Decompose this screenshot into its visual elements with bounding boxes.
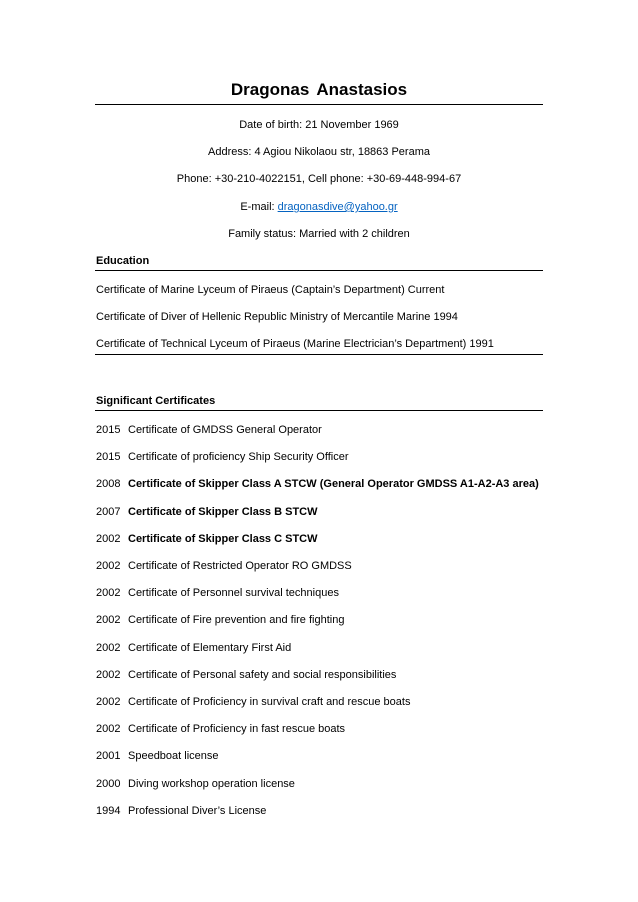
email-link[interactable]: dragonasdive@yahoo.gr — [277, 201, 398, 213]
applicant-name: Dragonas Anastasios — [230, 80, 408, 99]
certificate-row — [96, 559, 352, 573]
certificate-row — [96, 804, 266, 818]
education-item: Certificate of Diver of Hellenic Republic Ministry of Mercantile Marine 1994 — [96, 311, 458, 323]
certificate-name: Certificate of GMDSS General Operator — [128, 424, 322, 436]
certificate-name: Professional Diver’s License — [128, 804, 267, 817]
certificate-year: 2001 — [96, 750, 121, 763]
certificate-year: 2007 — [96, 505, 121, 518]
certificate-year: 2000 — [96, 777, 121, 790]
certificate-year: 2002 — [96, 614, 121, 627]
certificate-row — [96, 532, 318, 546]
certificate-year: 1994 — [96, 804, 121, 817]
certificate-name: Certificate of Personal safety and social responsibilities — [128, 668, 397, 681]
family-status: Family status: Married with 2 children — [228, 228, 410, 240]
certificate-year: 2002 — [96, 532, 121, 545]
certificate-year: 2015 — [96, 451, 121, 464]
education-item: Certificate of Technical Lyceum of Piraeus (Marine Electrician’s Department) 1991 — [96, 338, 494, 350]
email-line — [95, 200, 543, 214]
name-underline — [95, 104, 543, 105]
certificate-row — [96, 450, 349, 464]
certificate-row — [96, 477, 539, 491]
certificate-name: Diving workshop operation license — [128, 777, 295, 790]
certificate-row — [96, 505, 318, 519]
certificate-row — [96, 641, 291, 655]
education-item: Certificate of Marine Lyceum of Piraeus (Captain’s Department) Current — [96, 284, 445, 296]
certificate-name: Certificate of Fire prevention and fire fighting — [128, 614, 345, 627]
certificate-row — [96, 749, 219, 763]
certificate-year: 2008 — [96, 478, 121, 491]
certificate-row — [96, 423, 322, 437]
certificate-year: 2015 — [96, 424, 121, 436]
date-of-birth: Date of birth: 21 November 1969 — [239, 119, 399, 131]
certificates-title-rule — [95, 410, 543, 411]
certificate-year: 2002 — [96, 668, 121, 681]
certificate-row — [96, 695, 410, 709]
certificate-year: 2002 — [96, 560, 121, 572]
certificate-year: 2002 — [96, 587, 121, 600]
certificate-name: Certificate of Personnel survival techniques — [128, 587, 339, 600]
certificate-name: Certificate of Proficiency in survival craft and rescue boats — [128, 696, 411, 708]
certificate-name: Certificate of Skipper Class C STCW — [128, 532, 318, 545]
phone: Phone: +30-210-4022151, Cell phone: +30-69-448-994-67 — [176, 173, 462, 185]
certificate-name: Certificate of Restricted Operator RO GMDSS — [128, 560, 352, 572]
certificate-year: 2002 — [96, 696, 121, 708]
education-title-rule — [95, 270, 543, 271]
certificate-row — [96, 668, 396, 682]
certificate-year: 2002 — [96, 723, 121, 736]
email-label: E-mail: — [240, 201, 278, 213]
certificate-year: 2002 — [96, 641, 121, 654]
certificate-name: Certificate of proficiency Ship Security Officer — [128, 451, 349, 464]
certificate-row — [96, 586, 339, 600]
certificate-name: Certificate of Elementary First Aid — [128, 641, 292, 654]
education-end-rule — [95, 354, 543, 355]
certificate-name: Certificate of Skipper Class A STCW (General Operator GMDSS A1-A2-A3 area) — [128, 478, 539, 491]
certificate-row — [96, 777, 295, 791]
certificate-row — [96, 722, 345, 736]
certificate-name: Speedboat license — [128, 750, 219, 763]
certificate-name: Certificate of Proficiency in fast rescue boats — [128, 723, 346, 736]
education-title: Education — [96, 255, 150, 267]
certificate-name: Certificate of Skipper Class B STCW — [128, 505, 318, 518]
certificate-row — [96, 613, 344, 627]
certificates-title: Significant Certificates — [96, 395, 216, 407]
address: Address: 4 Agiou Nikolaou str, 18863 Perama — [208, 146, 430, 158]
